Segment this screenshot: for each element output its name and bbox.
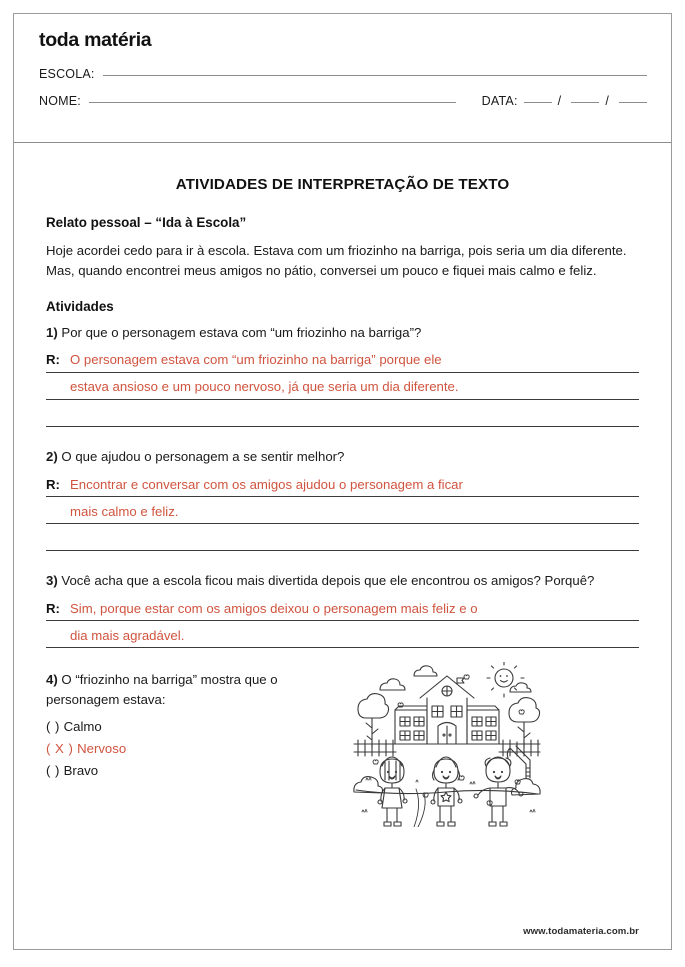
answer-text: mais calmo e feliz. <box>70 503 179 519</box>
school-left-wing <box>395 706 427 744</box>
worksheet-header <box>14 14 671 142</box>
heart-decorations <box>373 675 524 805</box>
answer-line[interactable] <box>46 470 639 497</box>
option-bravo-marker: ( ) <box>46 762 60 778</box>
date-label: DATA: <box>481 94 518 109</box>
question-block-2 <box>46 447 639 551</box>
name-input-line[interactable] <box>89 102 456 103</box>
date-separator-1: / <box>557 94 562 109</box>
brand-logo: toda matéria <box>39 29 152 51</box>
question-4-content <box>46 668 346 781</box>
answer-line[interactable] <box>46 594 639 621</box>
date-year-line[interactable] <box>619 102 647 103</box>
name-date-field-row <box>39 94 647 108</box>
date-field-group <box>482 94 647 108</box>
option-calmo-marker: ( ) <box>46 719 60 735</box>
passage-text: Hoje acordei cedo para ir à escola. Estava com um friozinho na barriga, pois seria um dia diferente. Mas, quando encontrei meus amigos no pátio, conversei um pouco e fiquei mais calmo e feliz. <box>46 243 627 278</box>
path-line-2 <box>418 793 425 827</box>
date-month-line[interactable] <box>571 102 599 103</box>
school-label: ESCOLA: <box>39 67 95 82</box>
answer-text: estava ansioso e um pouco nervoso, já que seria um dia diferente. <box>70 379 459 395</box>
activities-heading: Atividades <box>46 299 114 315</box>
cloud-icon-right <box>510 683 531 692</box>
cloud-icon-left <box>380 679 405 690</box>
answer-label: R: <box>46 600 60 616</box>
answer-line[interactable] <box>46 621 639 648</box>
child-left <box>378 757 407 826</box>
footer-url: www.todamateria.com.br <box>523 926 639 937</box>
question-3-body: Você acha que a escola ficou mais divertida depois que ele encontrou os amigos? Porquê? <box>61 573 595 589</box>
question-3-number: 3) <box>46 573 58 589</box>
question-3-answer-lines <box>46 594 639 648</box>
tree-left <box>358 694 389 748</box>
option-nervoso-marker: ( X ) <box>46 740 74 756</box>
school-field-row <box>39 67 647 81</box>
worksheet-body <box>14 143 671 827</box>
option-nervoso[interactable] <box>46 738 346 760</box>
question-1-text <box>46 323 639 342</box>
question-2-text <box>46 447 639 466</box>
date-separator-2: / <box>605 94 609 109</box>
answer-text: Sim, porque estar com os amigos deixou o personagem mais feliz e o <box>70 600 478 616</box>
question-block-1 <box>46 323 639 427</box>
question-1-number: 1) <box>46 325 58 341</box>
school-right-wing <box>467 706 499 744</box>
answer-label: R: <box>46 476 60 492</box>
answer-line[interactable] <box>46 524 639 551</box>
option-nervoso-label: Nervoso <box>77 740 127 756</box>
question-block-3 <box>46 571 639 648</box>
question-2-body: O que ajudou o personagem a se sentir melhor? <box>61 449 345 465</box>
option-bravo-label: Bravo <box>63 762 99 778</box>
school-building <box>420 676 474 744</box>
question-4-text <box>46 670 346 710</box>
option-calmo[interactable] <box>46 716 346 738</box>
name-label: NOME: <box>39 94 81 109</box>
answer-label: R: <box>46 352 60 368</box>
question-1-body: Por que o personagem estava com “um friozinho na barriga”? <box>61 325 422 341</box>
answer-line[interactable] <box>46 400 639 427</box>
question-3-text <box>46 571 639 590</box>
question-1-answer-lines <box>46 346 639 427</box>
page-title: ATIVIDADES DE INTERPRETAÇÃO DE TEXTO <box>175 176 510 193</box>
option-bravo[interactable] <box>46 760 346 782</box>
path-line <box>414 789 419 827</box>
question-4-body: O “friozinho na barriga” mostra que o personagem estava: <box>46 672 278 708</box>
answer-line[interactable] <box>46 497 639 524</box>
answer-line[interactable] <box>46 373 639 400</box>
school-children-illustration <box>352 662 542 827</box>
cloud-icon-mid <box>414 666 437 676</box>
question-2-answer-lines <box>46 470 639 551</box>
option-calmo-label: Calmo <box>63 719 102 735</box>
answer-text: O personagem estava com “um friozinho na barriga” porque ele <box>70 352 442 368</box>
question-4-number: 4) <box>46 672 58 688</box>
answer-text: dia mais agradável. <box>70 627 185 643</box>
question-2-number: 2) <box>46 449 58 465</box>
question-block-4 <box>46 668 639 827</box>
school-input-line[interactable] <box>103 75 647 76</box>
passage-title: Relato pessoal – “Ida à Escola” <box>46 215 247 230</box>
answer-line[interactable] <box>46 346 639 373</box>
date-day-line[interactable] <box>524 102 552 103</box>
answer-text: Encontrar e conversar com os amigos ajudou o personagem a ficar <box>70 476 463 492</box>
